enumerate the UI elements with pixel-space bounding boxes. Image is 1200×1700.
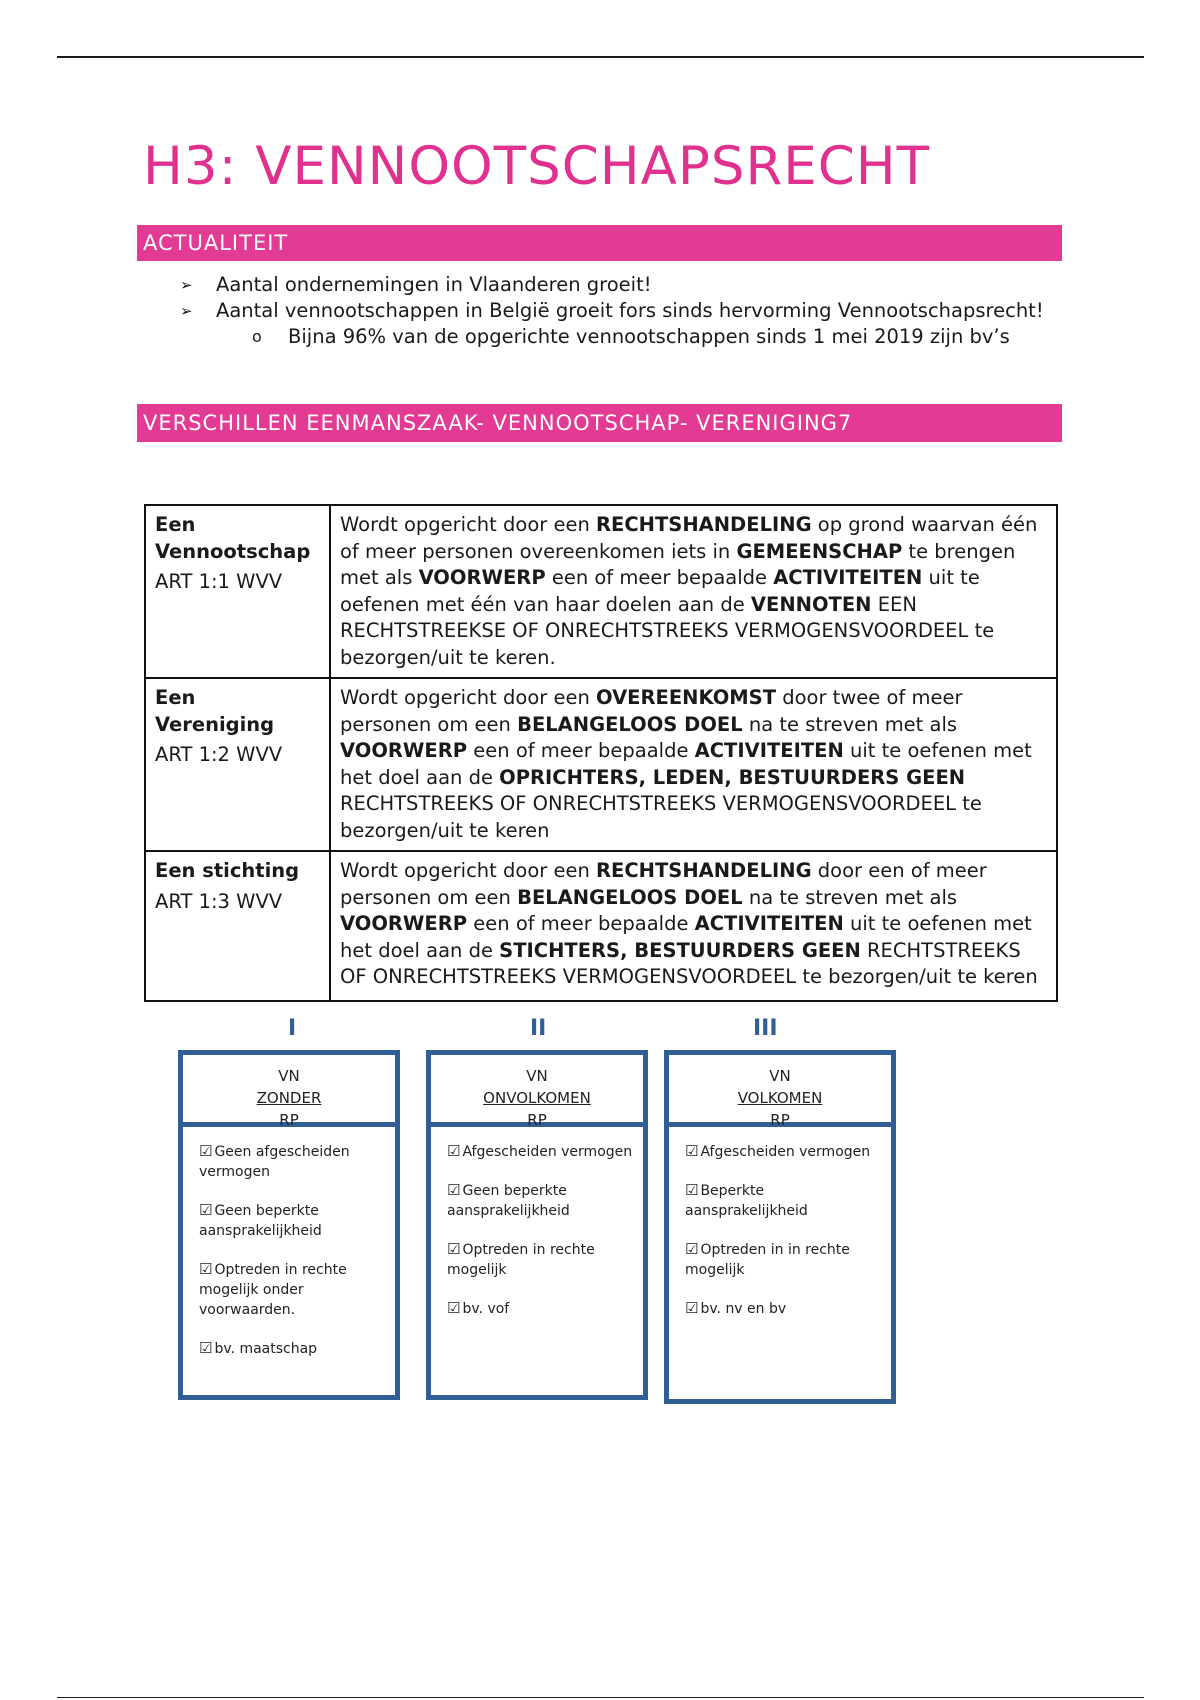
definition-text: door een of meer personen om een bbox=[340, 859, 987, 909]
bottom-rule bbox=[57, 1697, 1144, 1698]
list-item bbox=[199, 1141, 385, 1182]
definition-text: Wordt opgericht door een bbox=[340, 513, 597, 536]
term-cell bbox=[145, 851, 330, 1001]
item-text: Afgescheiden vermogen bbox=[462, 1144, 633, 1160]
box-body bbox=[183, 1127, 395, 1359]
term-article: ART 1:3 WVV bbox=[155, 889, 283, 913]
keyword: VOORWERP bbox=[340, 739, 468, 762]
box-header-line: VOLKOMEN bbox=[737, 1089, 823, 1107]
keyword: RECHTSHANDELING bbox=[596, 859, 812, 882]
keyword: BELANGELOOS DOEL bbox=[517, 712, 743, 736]
keyword: BELANGELOOS DOEL bbox=[517, 885, 743, 909]
term-cell bbox=[145, 678, 330, 851]
box-header-line: VN bbox=[278, 1067, 300, 1085]
circle-bullet-icon: o bbox=[252, 327, 262, 346]
rp-category-box bbox=[426, 1050, 648, 1400]
item-text: Geen beperkte aansprakelijkheid bbox=[447, 1183, 570, 1219]
checkbox-icon: ☑ bbox=[199, 1339, 213, 1357]
box-header-line: RP bbox=[279, 1111, 299, 1129]
term-name: Een Vennootschap bbox=[155, 513, 311, 563]
rp-category-box bbox=[178, 1050, 400, 1400]
table-row bbox=[145, 678, 1057, 851]
box-header-line: VN bbox=[526, 1067, 548, 1085]
arrow-bullet-icon: ➢ bbox=[180, 302, 193, 320]
item-text: Geen afgescheiden vermogen bbox=[199, 1144, 350, 1180]
checkbox-icon: ☑ bbox=[199, 1260, 213, 1278]
sub-bullet-text: Bijna 96% van de opgerichte vennootschappen sinds 1 mei 2019 zijn bv’s bbox=[288, 325, 1010, 348]
section-banner-verschillen: VERSCHILLEN EENMANSZAAK- VENNOOTSCHAP- VERENIGING7 bbox=[137, 404, 1062, 442]
bullet-list bbox=[180, 272, 1060, 350]
definition-cell bbox=[330, 505, 1057, 678]
definition-text: op grond waarvan één of meer personen overeenkomen iets in bbox=[340, 513, 1038, 563]
definition-text: uit te oefenen met het doel aan de bbox=[340, 912, 1032, 962]
checkbox-icon: ☑ bbox=[685, 1299, 699, 1317]
definition-cell bbox=[330, 678, 1057, 851]
list-item bbox=[447, 1298, 633, 1319]
keyword: STICHTERS, BESTUURDERS GEEN bbox=[499, 938, 861, 962]
checkbox-icon: ☑ bbox=[447, 1181, 461, 1199]
definition-text: uit te oefenen met het doel aan de bbox=[340, 739, 1032, 789]
keyword: RECHTSHANDELING bbox=[596, 513, 812, 536]
list-item bbox=[199, 1338, 385, 1359]
term-name: Een stichting bbox=[155, 859, 300, 882]
item-text: bv. vof bbox=[462, 1301, 510, 1317]
box-header bbox=[183, 1055, 395, 1127]
term-article: ART 1:1 WVV bbox=[155, 570, 283, 593]
term-cell bbox=[145, 505, 330, 678]
checkbox-icon: ☑ bbox=[685, 1240, 699, 1258]
keyword: OVEREENKOMST bbox=[596, 686, 777, 709]
item-text: Optreden in in rechte mogelijk bbox=[685, 1242, 850, 1278]
checkbox-icon: ☑ bbox=[447, 1240, 461, 1258]
box-header-line: VN bbox=[769, 1067, 791, 1085]
keyword: ACTIVITEITEN bbox=[694, 739, 844, 762]
definitions-table bbox=[144, 504, 1058, 1002]
box-body bbox=[669, 1127, 891, 1319]
item-text: Geen beperkte aansprakelijkheid bbox=[199, 1203, 322, 1239]
box-header-line: ONVOLKOMEN bbox=[483, 1089, 591, 1107]
checkbox-icon: ☑ bbox=[447, 1142, 461, 1160]
list-item bbox=[685, 1298, 881, 1319]
list-item bbox=[199, 1200, 385, 1241]
item-text: Beperkte aansprakelijkheid bbox=[685, 1183, 808, 1219]
sub-list-item bbox=[180, 324, 1060, 350]
keyword: VOORWERP bbox=[418, 566, 546, 589]
definition-text: Wordt opgericht door een bbox=[340, 859, 597, 882]
page-title: H3: VENNOOTSCHAPSRECHT bbox=[143, 136, 931, 197]
item-text: bv. maatschap bbox=[214, 1341, 318, 1357]
definition-text: een of meer bepaalde bbox=[467, 739, 695, 762]
list-item bbox=[180, 272, 1060, 298]
top-rule bbox=[57, 56, 1144, 58]
item-text: Afgescheiden vermogen bbox=[700, 1144, 871, 1160]
checkbox-icon: ☑ bbox=[685, 1142, 699, 1160]
definition-text: een of meer bepaalde bbox=[467, 912, 695, 935]
roman-numeral: I bbox=[288, 1016, 297, 1041]
definition-cell bbox=[330, 851, 1057, 1001]
table-row bbox=[145, 851, 1057, 1001]
box-header bbox=[669, 1055, 891, 1127]
list-item bbox=[447, 1180, 633, 1221]
definition-text: RECHTSTREEKS OF ONRECHTSTREEKS VERMOGENSVOORDEEL te bezorgen/uit te keren bbox=[340, 792, 982, 842]
definition-text: Wordt opgericht door een bbox=[340, 686, 597, 709]
keyword: VENNOTEN bbox=[750, 592, 872, 616]
checkbox-icon: ☑ bbox=[447, 1299, 461, 1317]
definition-text: RECHTSTREEKS OF ONRECHTSTREEKS VERMOGENSVOORDEEL te bezorgen/uit te keren bbox=[340, 938, 1038, 988]
list-item bbox=[180, 298, 1060, 324]
list-item bbox=[447, 1239, 633, 1280]
list-item bbox=[199, 1259, 385, 1320]
term-name: Een Vereniging bbox=[155, 686, 275, 736]
term-article: ART 1:2 WVV bbox=[155, 743, 283, 766]
definition-text: EEN RECHTSTREEKSE OF ONRECHTSTREEKS VERMOGENSVOORDEEL te bezorgen/uit te keren. bbox=[340, 592, 995, 669]
keyword: GEMEENSCHAP bbox=[736, 539, 903, 563]
definition-text: uit te oefenen met één van haar doelen aan de bbox=[340, 566, 980, 616]
definition-text: na te streven met als bbox=[742, 712, 958, 736]
item-text: bv. nv en bv bbox=[700, 1301, 787, 1317]
list-item bbox=[685, 1180, 881, 1221]
roman-numeral: II bbox=[530, 1016, 547, 1041]
box-header-line: ZONDER bbox=[256, 1089, 322, 1107]
box-body bbox=[431, 1127, 643, 1319]
definition-text: door twee of meer personen om een bbox=[340, 686, 963, 736]
checkbox-icon: ☑ bbox=[199, 1142, 213, 1160]
box-header-line: RP bbox=[527, 1111, 547, 1129]
checkbox-icon: ☑ bbox=[199, 1201, 213, 1219]
box-header bbox=[431, 1055, 643, 1127]
bullet-text: Aantal ondernemingen in Vlaanderen groeit! bbox=[216, 273, 652, 296]
list-item bbox=[685, 1141, 881, 1162]
box-header-line: RP bbox=[770, 1111, 790, 1129]
keyword: ACTIVITEITEN bbox=[694, 912, 844, 935]
keyword: OPRICHTERS, LEDEN, BESTUURDERS GEEN bbox=[499, 765, 966, 789]
list-item bbox=[447, 1141, 633, 1162]
bullet-text: Aantal vennootschappen in België groeit fors sinds hervorming Vennootschapsrecht! bbox=[216, 299, 1044, 322]
table-row bbox=[145, 505, 1057, 678]
definition-text: een of meer bepaalde bbox=[545, 566, 774, 589]
item-text: Optreden in rechte mogelijk onder voorwaarden. bbox=[199, 1262, 347, 1318]
arrow-bullet-icon: ➢ bbox=[180, 276, 193, 294]
list-item bbox=[685, 1239, 881, 1280]
item-text: Optreden in rechte mogelijk bbox=[447, 1242, 595, 1278]
definition-text: te brengen met als bbox=[340, 539, 1016, 589]
definition-text: na te streven met als bbox=[742, 885, 958, 909]
rp-category-box bbox=[664, 1050, 896, 1404]
keyword: VOORWERP bbox=[340, 912, 468, 935]
checkbox-icon: ☑ bbox=[685, 1181, 699, 1199]
section-banner-actualiteit: ACTUALITEIT bbox=[137, 225, 1062, 261]
roman-numeral: III bbox=[753, 1016, 778, 1041]
keyword: ACTIVITEITEN bbox=[773, 566, 923, 589]
